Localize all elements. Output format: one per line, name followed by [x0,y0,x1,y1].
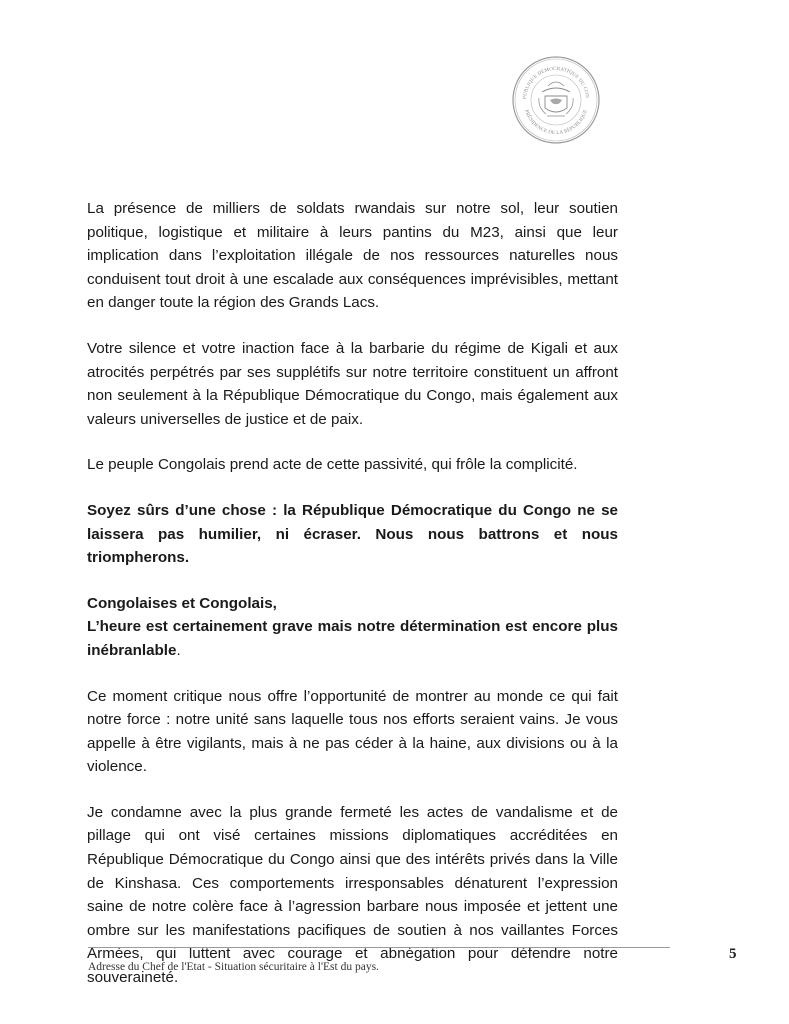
paragraph-4-bold: Soyez sûrs d’une chose : la République Démocratique du Congo ne se laissera pas humilier, ni écraser. Nous nous battrons et nous triompherons. [87,501,618,567]
paragraph-3: Le peuple Congolais prend acte de cette passivité, qui frôle la complicité. [87,456,578,474]
footer-divider [88,947,670,948]
determination-statement: L’heure est certainement grave mais notre détermination est encore plus inébranlable [87,618,618,659]
seal-bottom-text: PRÉSIDENCE DE LA RÉPUBLIQUE [523,109,589,137]
svg-text:PRÉSIDENCE DE LA RÉPUBLIQUE [523,109,589,136]
presidency-seal [512,56,600,144]
paragraph-2: Votre silence et votre inaction face à la barbarie du régime de Kigali et aux atrocités perpétrés par ses supplétifs sur notre territoire constituent un affront non seulement à la République Démocratique du Congo, mais également aux valeurs universelles de justice et de paix. [87,339,618,428]
address-heading: Congolaises et Congolais, [87,594,277,612]
paragraph-5 [87,592,618,663]
leopard-emblem-icon [539,82,573,116]
paragraph-6: Ce moment critique nous offre l’opportunité de montrer au monde ce qui fait notre force : notre unité sans laquelle tous nos efforts seraient vains. Je vous appelle à être vigilants, mais à ne pas céder à la haine, aux divisions ou à la violence. [87,687,618,776]
paragraph-7: Je condamne avec la plus grande fermeté les actes de vandalisme et de pillage qui ont visé certaines missions diplomatiques accréditées en République Démocratique du Congo ainsi que des intérêts privés dans la Ville de Kinshasa. Ces comportements irresponsables dénaturent l’expression saine de notre colère face à l’agression barbare nous imposée et jettent une ombre sur les manifestations pacifiques de soutien à nos vaillantes Forces Armées, qui luttent avec courage et abnégation pour défendre notre souveraineté. [87,803,618,987]
page-number: 5 [729,946,737,962]
footer-title: Adresse du Chef de l'Etat - Situation sécuritaire à l'Est du pays. [88,961,379,973]
seal-top-text: PUBLIQUE DÉMOCRATIQUE DU CON [522,66,589,100]
letter-body [87,197,618,990]
paragraph-1: La présence de milliers de soldats rwandais sur notre sol, leur soutien politique, logistique et militaire à leurs pantins du M23, ainsi que leur implication dans l’exploitation illégale de nos ressources naturelles nous conduisent tout droit à une escalade aux conséquences imprévisibles, mettant en danger toute la région des Grands Lacs. [87,200,618,312]
statement-period: . [176,641,181,659]
